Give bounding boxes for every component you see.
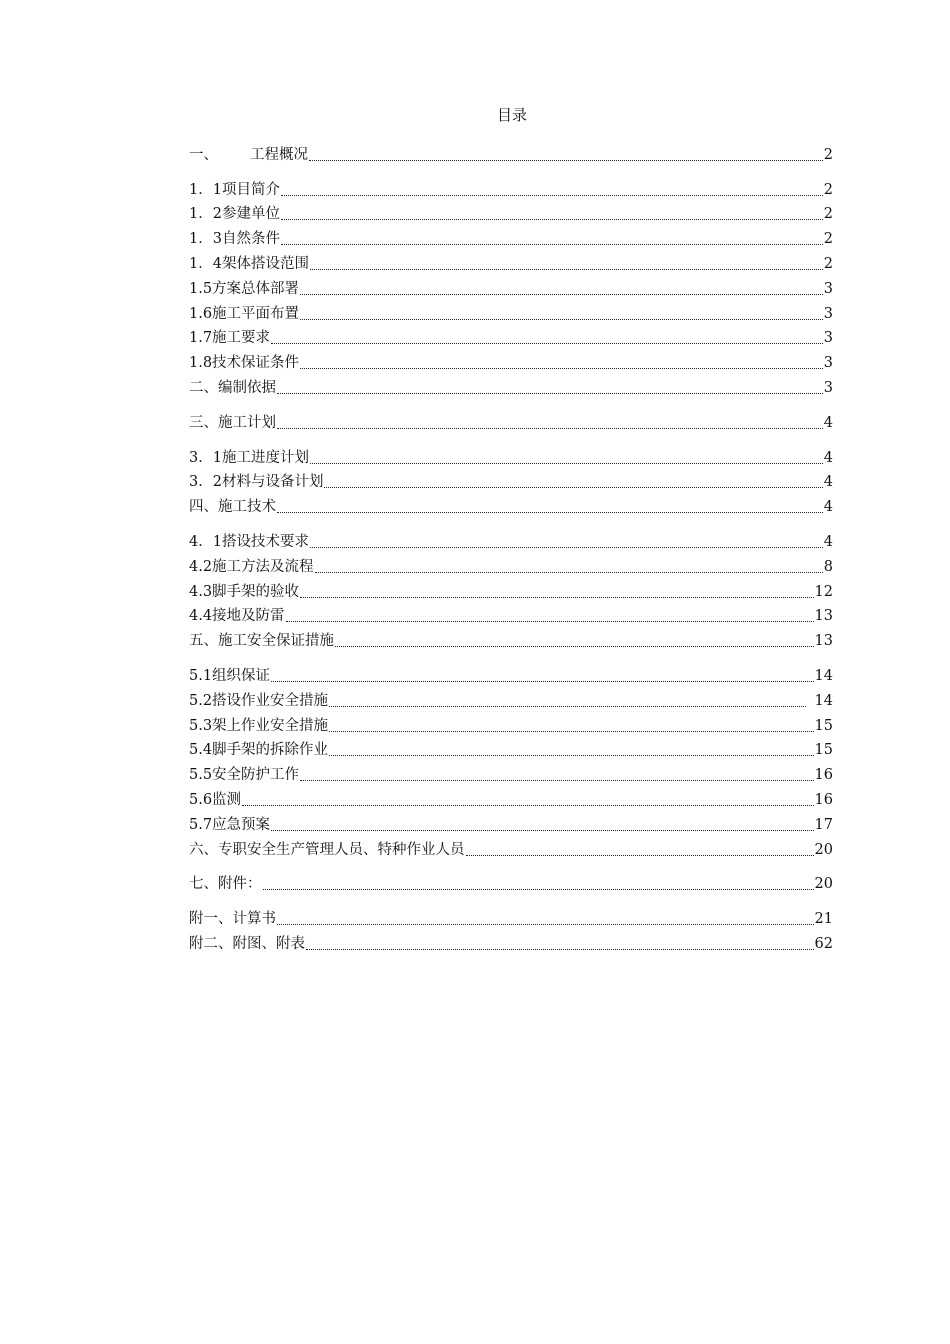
toc-dot-leader [300, 368, 823, 369]
toc-entry[interactable] [189, 602, 833, 627]
toc-entry-page: 14 [814, 667, 833, 684]
table-of-contents [189, 140, 833, 954]
toc-dot-leader [271, 343, 823, 344]
toc-entry[interactable] [189, 904, 833, 929]
toc-dot-leader [300, 294, 823, 295]
toc-entry[interactable] [189, 492, 833, 517]
toc-entry-label: 附一、计算书 [189, 911, 276, 928]
toc-entry-label: 1.8技术保证条件 [189, 355, 300, 372]
toc-dot-leader [271, 681, 813, 682]
toc-entry[interactable] [189, 140, 833, 165]
toc-entry-page: 4 [823, 533, 833, 550]
toc-entry[interactable] [189, 661, 833, 686]
toc-entry[interactable] [189, 626, 833, 651]
toc-dot-leader [281, 195, 823, 196]
toc-entry[interactable] [189, 373, 833, 398]
toc-entry-page: 16 [814, 791, 833, 808]
toc-entry-page: 8 [823, 558, 833, 575]
toc-entry[interactable] [189, 224, 833, 249]
toc-entry[interactable] [189, 870, 833, 895]
toc-entry-page: 2 [823, 255, 833, 272]
toc-dot-leader [329, 731, 813, 732]
toc-entry-label: 1.7施工要求 [189, 330, 271, 347]
toc-entry[interactable] [189, 468, 833, 493]
toc-dot-leader [315, 572, 823, 573]
toc-entry-page: 20 [814, 841, 833, 858]
toc-entry-label: 4.4接地及防雷 [189, 608, 285, 625]
toc-dot-leader [281, 219, 823, 220]
toc-dot-leader [277, 512, 823, 513]
toc-entry-label: 五、施工安全保证措施 [189, 633, 334, 650]
toc-dot-leader [466, 855, 814, 856]
toc-entry-page: 3 [823, 355, 833, 372]
toc-dot-leader [281, 244, 823, 245]
toc-entry-page: 15 [814, 717, 833, 734]
toc-dot-leader [309, 160, 823, 161]
toc-entry-label: 5.4脚手架的拆除作业 [189, 742, 329, 759]
toc-entry-page: 4 [823, 474, 833, 491]
toc-entry-label: 七、附件： [189, 876, 262, 893]
toc-entry-label: 1.5方案总体部署 [189, 280, 300, 297]
toc-entry-page: 3 [823, 330, 833, 347]
toc-entry-label: 4.3脚手架的验收 [189, 583, 300, 600]
toc-entry-label: 六、专职安全生产管理人员、特种作业人员 [189, 841, 465, 858]
toc-entry-label: 3．1施工进度计划 [189, 449, 309, 466]
toc-dot-leader [300, 780, 813, 781]
toc-entry-page: 4 [823, 414, 833, 431]
toc-dot-leader [263, 889, 814, 890]
toc-dot-leader [242, 805, 813, 806]
toc-title: 目录 [496, 106, 527, 124]
toc-entry-label: 5.2搭设作业安全措施 [189, 692, 329, 709]
toc-entry-label: 5.1组织保证 [189, 667, 271, 684]
toc-dot-leader [306, 949, 814, 950]
toc-entry-label: 5.7应急预案 [189, 816, 271, 833]
toc-dot-leader [329, 706, 805, 707]
toc-entry-label: 三、施工计划 [189, 414, 276, 431]
toc-entry-page: 21 [814, 911, 833, 928]
toc-entry-page: 20 [814, 876, 833, 893]
toc-dot-leader [300, 319, 823, 320]
toc-dot-leader [277, 428, 823, 429]
toc-entry[interactable] [189, 552, 833, 577]
toc-dot-leader [329, 755, 813, 756]
toc-entry-page: 3 [823, 379, 833, 396]
toc-entry-page: 16 [814, 767, 833, 784]
toc-entry-label: 5.5安全防护工作 [189, 767, 300, 784]
toc-entry-label: 5.3架上作业安全措施 [189, 717, 329, 734]
toc-dot-leader [286, 621, 814, 622]
toc-entry[interactable] [189, 408, 833, 433]
toc-entry-label: 1．4架体搭设范围 [189, 255, 309, 272]
toc-entry-label: 1．3自然条件 [189, 231, 280, 248]
toc-entry-label: 3．2材料与设备计划 [189, 474, 324, 491]
toc-dot-leader [310, 547, 823, 548]
toc-entry[interactable] [189, 348, 833, 373]
toc-entry[interactable] [189, 200, 833, 225]
toc-entry[interactable] [189, 736, 833, 761]
toc-entry-page: 2 [823, 146, 833, 163]
toc-entry[interactable] [189, 711, 833, 736]
toc-entry-page: 3 [823, 305, 833, 322]
toc-entry-label: 二、编制依据 [189, 379, 276, 396]
toc-entry[interactable] [189, 929, 833, 954]
toc-entry-label: 1.6施工平面布置 [189, 305, 300, 322]
toc-entry-page: 62 [814, 935, 833, 952]
toc-entry-page: 4 [823, 499, 833, 516]
toc-entry-label: 4.2施工方法及流程 [189, 558, 314, 575]
toc-entry-label: 4．1搭设技术要求 [189, 533, 309, 550]
toc-entry[interactable] [189, 527, 833, 552]
toc-entry[interactable] [189, 443, 833, 468]
toc-entry-label: 四、施工技术 [189, 499, 276, 516]
toc-entry-label: 1．1项目简介 [189, 181, 280, 198]
toc-entry[interactable] [189, 577, 833, 602]
toc-dot-leader [277, 393, 823, 394]
toc-entry[interactable] [189, 175, 833, 200]
toc-entry-page: 13 [814, 608, 833, 625]
toc-dot-leader [310, 463, 823, 464]
toc-entry-label: 1．2参建单位 [189, 206, 280, 223]
toc-entry-page: 2 [823, 231, 833, 248]
toc-entry-page: 15 [814, 742, 833, 759]
toc-entry-page: 2 [823, 181, 833, 198]
toc-entry-label: 附二、附图、附表 [189, 935, 305, 952]
toc-entry-label: 一、 工程概况 [189, 146, 308, 163]
toc-entry[interactable] [189, 686, 833, 711]
toc-entry[interactable] [189, 249, 833, 274]
toc-entry-page: 13 [814, 633, 833, 650]
toc-entry[interactable] [189, 299, 833, 324]
toc-dot-leader [271, 830, 813, 831]
toc-entry-page: 2 [823, 206, 833, 223]
toc-entry[interactable] [189, 760, 833, 785]
toc-dot-leader [324, 487, 822, 488]
toc-entry-page: 3 [823, 280, 833, 297]
toc-entry[interactable] [189, 785, 833, 810]
toc-dot-leader [300, 597, 813, 598]
toc-entry[interactable] [189, 810, 833, 835]
toc-entry[interactable] [189, 324, 833, 349]
toc-entry-label: 5.6监测 [189, 791, 242, 808]
toc-entry-page: 14 [814, 692, 833, 709]
toc-dot-leader [277, 924, 814, 925]
toc-dot-leader [335, 646, 814, 647]
toc-dot-leader [310, 269, 823, 270]
toc-entry-page: 12 [814, 583, 833, 600]
toc-entry-page: 4 [823, 449, 833, 466]
toc-entry[interactable] [189, 835, 833, 860]
toc-entry-page: 17 [814, 816, 833, 833]
toc-entry[interactable] [189, 274, 833, 299]
